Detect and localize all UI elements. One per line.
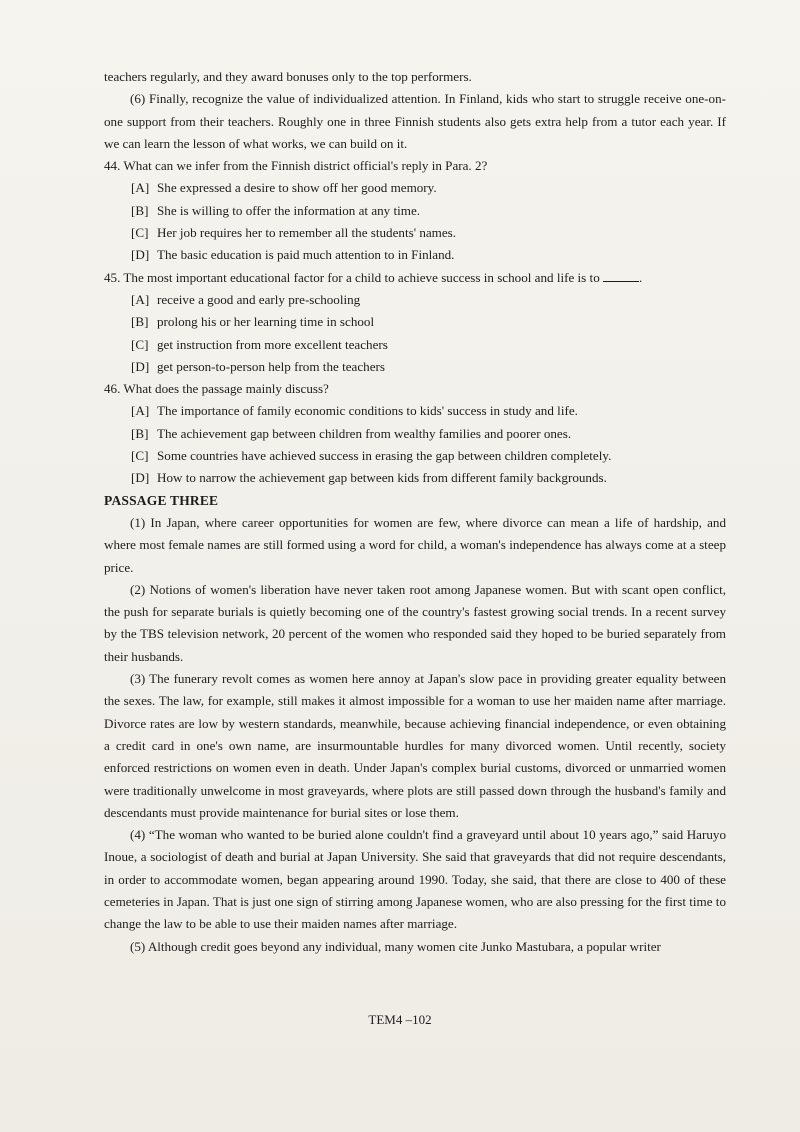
question-number: 45. [104,269,121,285]
option-tag: [C] [131,225,149,241]
option-text: The achievement gap between children from wealthy families and poorer ones. [157,425,572,441]
question-45 [104,267,726,378]
option-tag: [A] [131,291,150,307]
option-tag: [D] [131,358,150,374]
page-content [104,66,726,958]
question-stem-end: . [639,269,643,285]
passage3-paragraph-5: (5) Although credit goes beyond any individual, many women cite Junko Mastubara, a popular writer [130,938,661,954]
option-text: get instruction from more excellent teachers [157,336,388,352]
answer-blank [603,269,639,282]
option-d[interactable] [131,356,726,378]
option-c[interactable] [131,334,726,356]
option-tag: [B] [131,314,149,330]
option-d[interactable] [131,244,726,266]
option-tag: [C] [131,336,149,352]
passage3-paragraph-1: (1) In Japan, where career opportunities for women are few, where divorce can mean a life of hardship, and where most female names are still formed using a word for child, a woman's independence has always come at a steep price. [104,514,726,575]
passage3-paragraph-3: (3) The funerary revolt comes as women here annoy at Japan's slow pace in providing greater equality between the sexes. The law, for example, still makes it almost impossible for a woman to use her maiden name after marriage. Divorce rates are low by western standards, meanwhile, because achieving financial independence, or even obtaining a credit card in one's own name, are insurmountable hurdles for many divorced women. Until recently, society enforced restrictions on women even in death. Under Japan's complex burial customs, divorced or unmarried women were traditionally unwelcome in most graveyards, where plots are still passed down through the husband's family and descendants must provide maintenance for burial sites or lose them. [104,671,726,820]
option-tag: [D] [131,247,150,263]
option-tag: [A] [131,403,150,419]
option-b[interactable] [131,423,726,445]
question-stem [104,267,726,289]
passage2-paragraph-6: (6) Finally, recognize the value of individualized attention. In Finland, kids who start to struggle receive one-on-one support from their teachers. Roughly one in three Finnish students also gets extra help from a tutor each year. If we can learn the lesson of what works, we can build on it. [104,91,726,151]
option-text: She expressed a desire to show off her good memory. [157,180,437,196]
option-text: Some countries have achieved success in erasing the gap between children completely. [157,448,612,464]
passage3-paragraph-4: (4) “The woman who wanted to be buried alone couldn't find a graveyard until about 10 years ago,” said Haruyo Inoue, a sociologist of death and burial at Japan University. She said that graveyards that did not require descendants, in order to accommodate women, began appearing around 1990. Today, she said, that there are close to 400 of these cemeteries in Japan. That is just one sign of stirring among Japanese women, who are also pressing for the first time to change the law to be able to use their maiden names after marriage. [104,827,726,932]
option-text: receive a good and early pre-schooling [157,291,361,307]
option-text: How to narrow the achievement gap between kids from different family backgrounds. [157,470,607,486]
question-46 [104,378,726,489]
option-tag: [D] [131,470,150,486]
option-tag: [C] [131,448,149,464]
passage2-paragraph-5-end: teachers regularly, and they award bonuses only to the top performers. [104,69,472,84]
option-text: The basic education is paid much attention to in Finland. [157,247,455,263]
question-stem [104,378,726,400]
option-tag: [B] [131,202,149,218]
option-d[interactable] [131,467,726,489]
question-text: The most important educational factor for a child to achieve success in school and life is to [123,269,600,285]
option-a[interactable] [131,177,726,199]
option-b[interactable] [131,200,726,222]
passage3-paragraph-2: (2) Notions of women's liberation have never taken root among Japanese women. But with scant open conflict, the push for separate burials is quietly becoming one of the country's fastest growing social trends. In a recent survey by the TBS television network, 20 percent of the women who responded said they hoped to be buried separately from their husbands. [104,581,726,664]
page-number-footer: TEM4 –102 [368,1012,432,1027]
question-44 [104,155,726,266]
passage-three-title: PASSAGE THREE [104,492,219,508]
question-stem [104,155,726,177]
option-a[interactable] [131,289,726,311]
option-tag: [A] [131,180,150,196]
option-text: The importance of family economic conditions to kids' success in study and life. [157,403,578,419]
option-a[interactable] [131,400,726,422]
option-text: Her job requires her to remember all the students' names. [157,225,457,241]
option-text: get person-to-person help from the teachers [157,358,385,374]
option-b[interactable] [131,311,726,333]
question-text: What can we infer from the Finnish district official's reply in Para. 2? [123,158,488,174]
option-text: She is willing to offer the information at any time. [157,202,421,218]
option-tag: [B] [131,425,149,441]
option-text: prolong his or her learning time in school [157,314,375,330]
option-c[interactable] [131,222,726,244]
question-number: 46. [104,381,121,397]
question-text: What does the passage mainly discuss? [123,381,329,397]
option-c[interactable] [131,445,726,467]
question-number: 44. [104,158,121,174]
